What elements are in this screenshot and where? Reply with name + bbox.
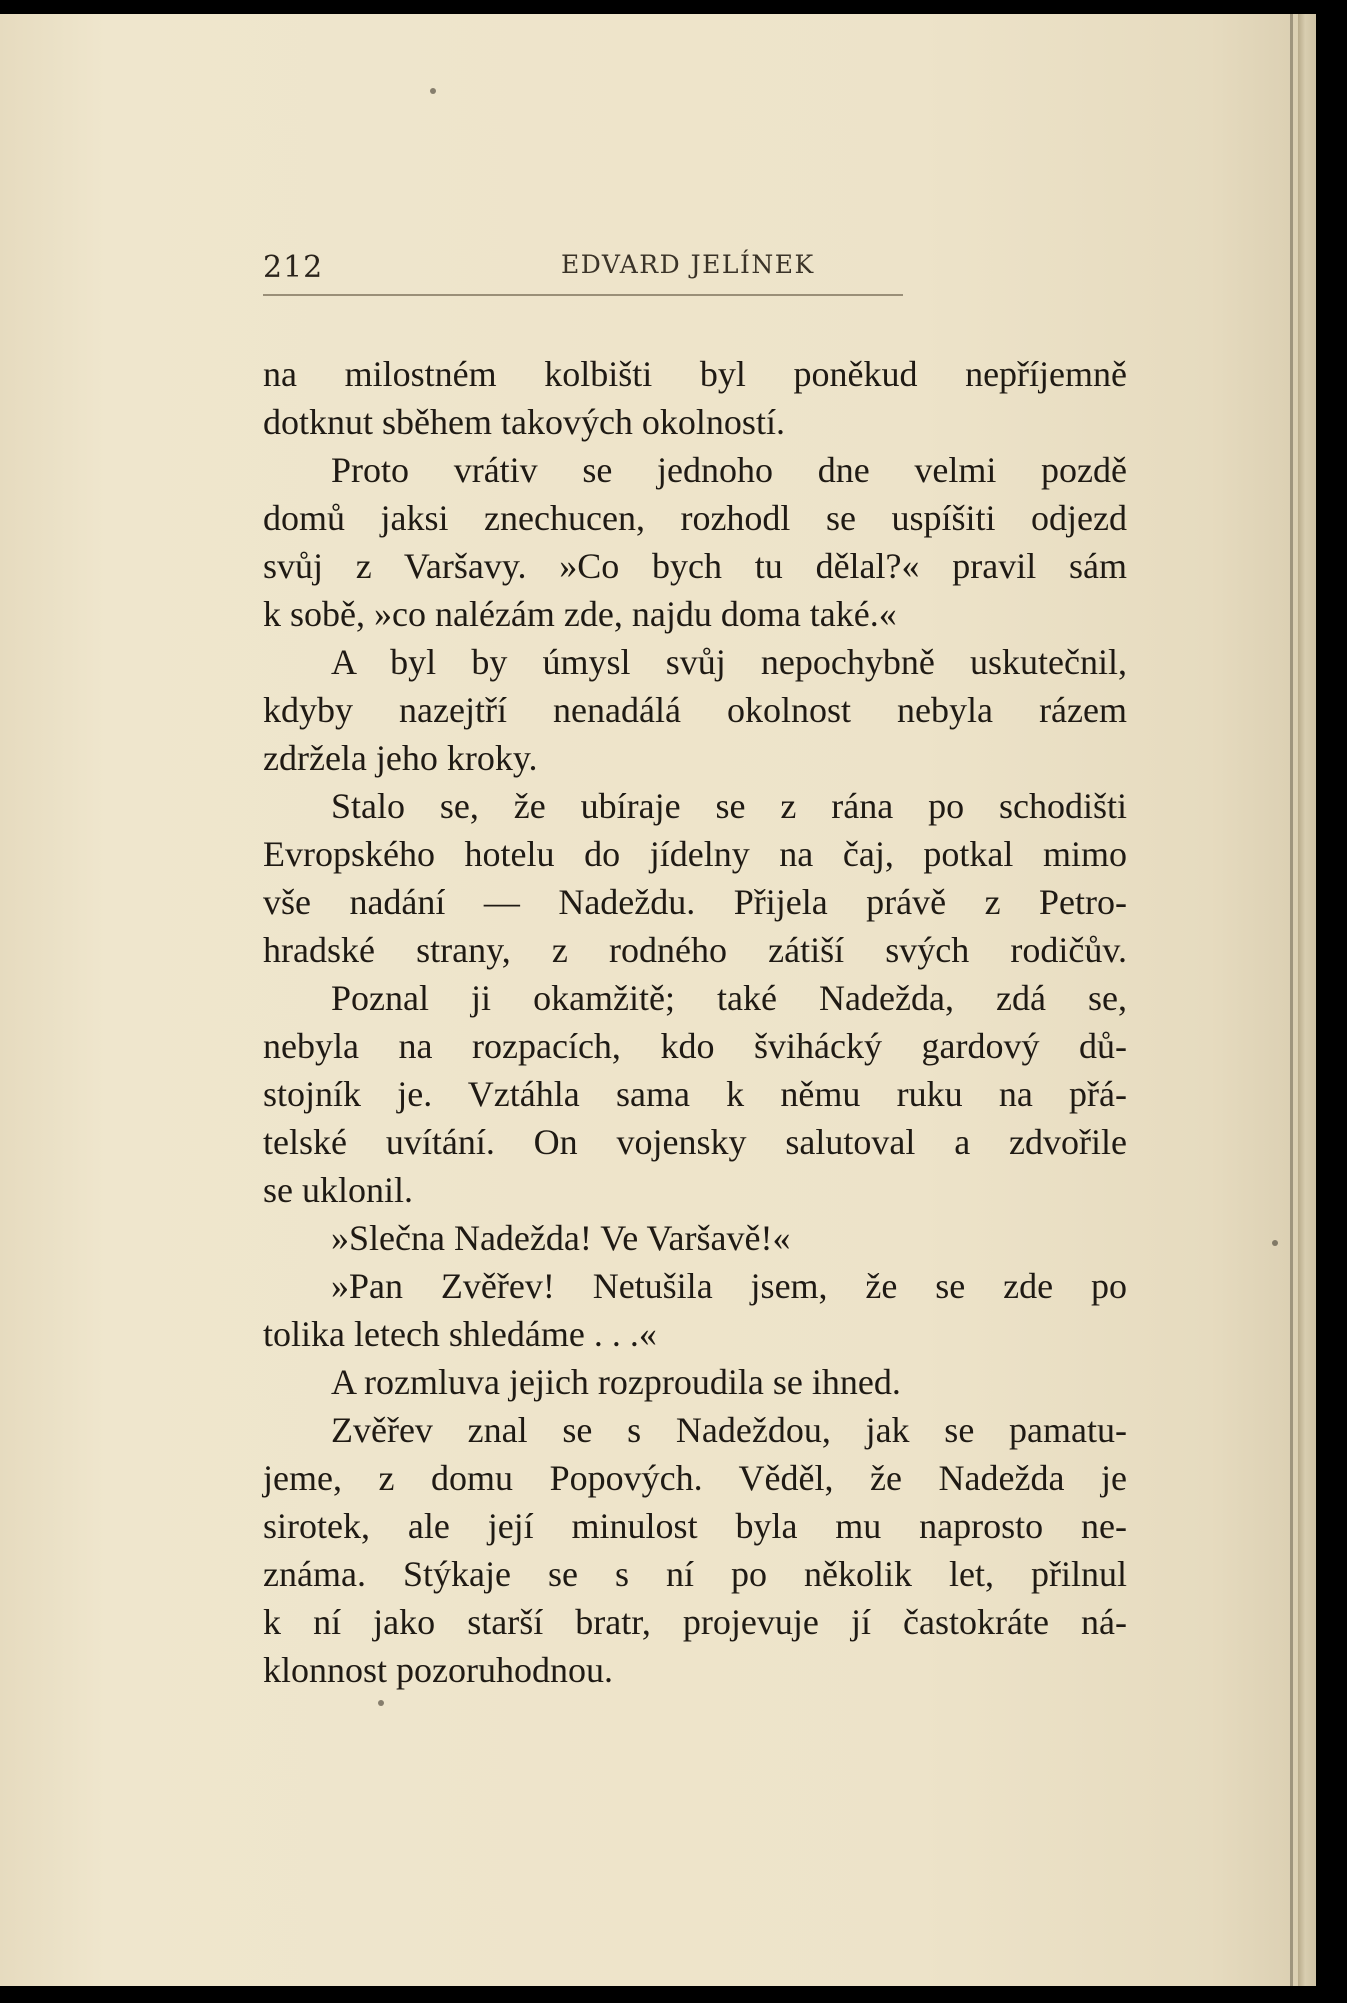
text-line: nebyla na rozpacích, kdo švihácký gardový dů- bbox=[263, 1026, 1127, 1066]
text-line: stojník je. Vztáhla sama k němu ruku na přá- bbox=[263, 1074, 1127, 1114]
text-line: A rozmluva jejich rozproudila se ihned. bbox=[331, 1362, 901, 1402]
text-line: k ní jako starší bratr, projevuje jí častokráte ná- bbox=[263, 1602, 1127, 1642]
text-line: A byl by úmysl svůj nepochybně uskutečnil, bbox=[331, 642, 1127, 682]
text-line: sirotek, ale její minulost byla mu naprosto ne- bbox=[263, 1506, 1127, 1546]
text-line: vše nadání — Nadeždu. Přijela právě z Petro- bbox=[263, 882, 1127, 922]
text-line: jeme, z domu Popových. Věděl, že Nadežda je bbox=[263, 1458, 1127, 1498]
text-line: kdyby nazejtří nenadálá okolnost nebyla rázem bbox=[263, 690, 1127, 730]
text-line: svůj z Varšavy. »Co bych tu dělal?« pravil sám bbox=[263, 546, 1127, 586]
text-line: Proto vrátiv se jednoho dne velmi pozdě bbox=[331, 450, 1127, 490]
text-line: Evropského hotelu do jídelny na čaj, potkal mimo bbox=[263, 834, 1127, 874]
text-line: dotknut sběhem takových okolností. bbox=[263, 402, 785, 442]
text-line: hradské strany, z rodného zátiší svých rodičův. bbox=[263, 930, 1127, 970]
book-page bbox=[0, 14, 1316, 1986]
text-line: domů jaksi znechucen, rozhodl se uspíšiti odjezd bbox=[263, 498, 1127, 538]
header-rule bbox=[263, 294, 903, 296]
text-line: »Pan Zvěřev! Netušila jsem, že se zde po bbox=[331, 1266, 1127, 1306]
text-line: k sobě, »co nalézám zde, najdu doma také.« bbox=[263, 594, 897, 634]
page-edge-shadow bbox=[1290, 14, 1293, 1986]
paper-speck bbox=[378, 1700, 384, 1706]
page-edge-stack bbox=[1298, 14, 1316, 1986]
page-header bbox=[263, 236, 1121, 286]
text-line: známa. Stýkaje se s ní po několik let, přilnul bbox=[263, 1554, 1127, 1594]
text-line: »Slečna Nadežda! Ve Varšavě!« bbox=[331, 1218, 791, 1258]
text-line: Zvěřev znal se s Nadeždou, jak se pamatu- bbox=[331, 1410, 1127, 1450]
text-line: Stalo se, že ubíraje se z rána po schodišti bbox=[331, 786, 1127, 826]
paper-speck bbox=[1272, 1240, 1278, 1246]
text-line: tolika letech shledáme . . .« bbox=[263, 1314, 657, 1354]
paper-speck bbox=[430, 88, 436, 94]
text-line: se uklonil. bbox=[263, 1170, 413, 1210]
text-line: zdržela jeho kroky. bbox=[263, 738, 538, 778]
page-number: 212 bbox=[263, 250, 324, 285]
body-text bbox=[263, 350, 1127, 1694]
text-line: Poznal ji okamžitě; také Nadežda, zdá se, bbox=[331, 978, 1127, 1018]
text-line: klonnost pozoruhodnou. bbox=[263, 1650, 613, 1690]
running-head: EDVARD JELÍNEK bbox=[561, 250, 815, 279]
text-line: telské uvítání. On vojensky salutoval a zdvořile bbox=[263, 1122, 1127, 1162]
text-line: na milostném kolbišti byl poněkud nepříjemně bbox=[263, 354, 1127, 394]
